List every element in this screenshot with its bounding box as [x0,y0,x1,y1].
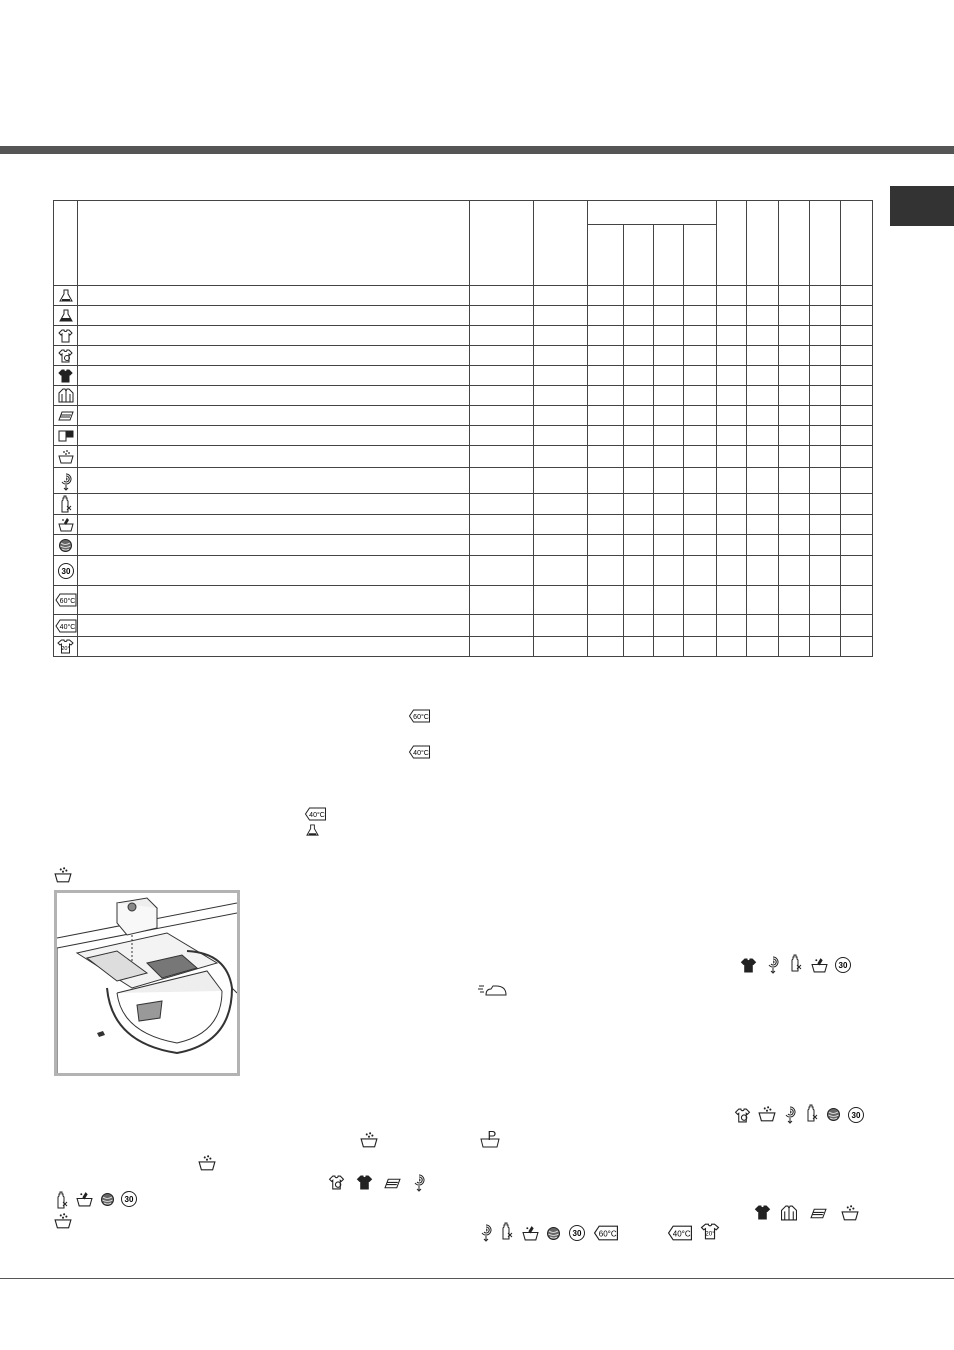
baby-bottle-icon [54,495,77,513]
svg-text:30: 30 [572,1229,582,1238]
shirt-20-icon [700,1223,720,1240]
shirt-dark-icon [356,1175,373,1190]
wool-icon [783,1104,797,1124]
header-cell [717,201,747,286]
timer-30-label: 30 [61,566,70,576]
wool-ball-icon [546,1226,561,1241]
duvet-icon [54,429,77,442]
timer-30-icon [54,562,77,580]
shirt-dark-icon [740,958,757,973]
detergent-drawer-illustration [54,890,240,1076]
header-cell [470,201,534,286]
shirt-stain-icon [54,349,77,363]
svg-text:30: 30 [851,1111,861,1120]
shirt-20-label: 20° [61,646,70,652]
table-row[interactable] [54,515,873,535]
svg-text:40°C: 40°C [413,750,429,757]
temp-40-label: 40°C [59,623,75,631]
svg-text:20°: 20° [705,1230,715,1238]
table-row[interactable] [54,326,873,346]
hand-wash-icon [54,866,72,883]
wool-icon [766,954,780,974]
baby-bottle-icon [789,954,803,972]
temp-60-tag-icon [408,709,431,723]
header-cell [684,225,717,286]
wool-ball-icon [826,1107,841,1122]
table-row[interactable] [54,556,873,586]
table-row[interactable] [54,586,873,615]
shirt-dark-icon [754,1205,771,1220]
bottom-rule [0,1278,954,1279]
shirt-stain-icon [734,1108,751,1123]
table-row[interactable] [54,494,873,515]
flask-icon [306,824,319,837]
header-cell [588,225,624,286]
header-cell [654,225,684,286]
towel-icon [384,1177,401,1190]
wool-icon [479,1222,493,1242]
soft-wash-icon [522,1225,539,1241]
svg-text:30: 30 [838,961,848,970]
header-cell [747,201,779,286]
svg-text:40°C: 40°C [672,1229,691,1239]
table-row[interactable] [54,386,873,406]
svg-text:30: 30 [124,1195,134,1204]
table-header-row [54,201,873,225]
svg-text:60°C: 60°C [598,1229,617,1239]
shirt-dark-icon [54,369,77,383]
baby-bottle-icon [805,1104,819,1122]
hand-wash-icon [198,1154,216,1171]
timer-30-icon [847,1106,865,1124]
hand-wash-icon [54,1212,72,1229]
temp-60-tag-icon [592,1225,620,1241]
header-cell [624,225,654,286]
table-row[interactable] [54,366,873,386]
table-row[interactable] [54,306,873,326]
hand-wash-icon [841,1204,859,1221]
top-rule [0,146,954,154]
hand-wash-icon [758,1105,776,1122]
hand-wash-icon [360,1131,378,1148]
flask-fill-icon [54,309,77,323]
soft-wash-icon [54,517,77,532]
header-cell [779,201,810,286]
wash-programme-table [53,200,873,657]
temp-60-tag-icon [54,593,77,607]
baby-bottle-icon [500,1222,514,1240]
shirt-stain-icon [328,1175,345,1190]
soft-wash-icon [811,957,828,973]
shirt-icon [54,329,77,343]
table-row[interactable] [54,446,873,468]
shirt-20-icon [54,639,77,654]
temp-40-tag-icon [54,619,77,633]
table-row[interactable] [54,346,873,366]
coat-icon [54,388,77,403]
flask-icon [54,289,77,303]
hand-wash-icon [54,449,77,464]
iron-icon [478,983,508,997]
towel-icon [54,410,77,422]
temp-40-tag-icon [408,745,431,759]
soft-wash-icon [76,1191,93,1207]
table-row[interactable] [54,406,873,426]
timer-30-icon [120,1190,138,1208]
wool-icon [412,1172,426,1192]
table-row[interactable] [54,535,873,556]
header-cell [841,201,873,286]
timer-30-icon [834,956,852,974]
towel-icon [810,1207,827,1220]
temp-40-tag-icon [304,807,327,821]
wool-ball-icon [100,1192,115,1207]
header-cell [810,201,841,286]
wool-icon [54,471,77,491]
svg-text:40°C: 40°C [309,812,325,819]
header-cell [54,201,78,286]
header-cell [534,201,588,286]
table-row[interactable] [54,286,873,306]
header-cell [78,201,470,286]
language-tab[interactable] [890,186,954,226]
wool-ball-icon [54,538,77,553]
baby-bottle-icon [55,1191,69,1209]
table-row[interactable] [54,637,873,657]
timer-30-icon [568,1224,586,1242]
table-row[interactable] [54,615,873,637]
table-row[interactable] [54,426,873,446]
temp-60-label: 60°C [59,598,75,605]
svg-text:P: P [487,1130,497,1143]
temp-40-tag-icon [666,1225,694,1241]
rinse-p-icon [480,1130,500,1148]
table-row[interactable] [54,468,873,494]
coat-icon [780,1205,798,1221]
header-cell [588,201,717,225]
svg-text:60°C: 60°C [413,714,429,721]
